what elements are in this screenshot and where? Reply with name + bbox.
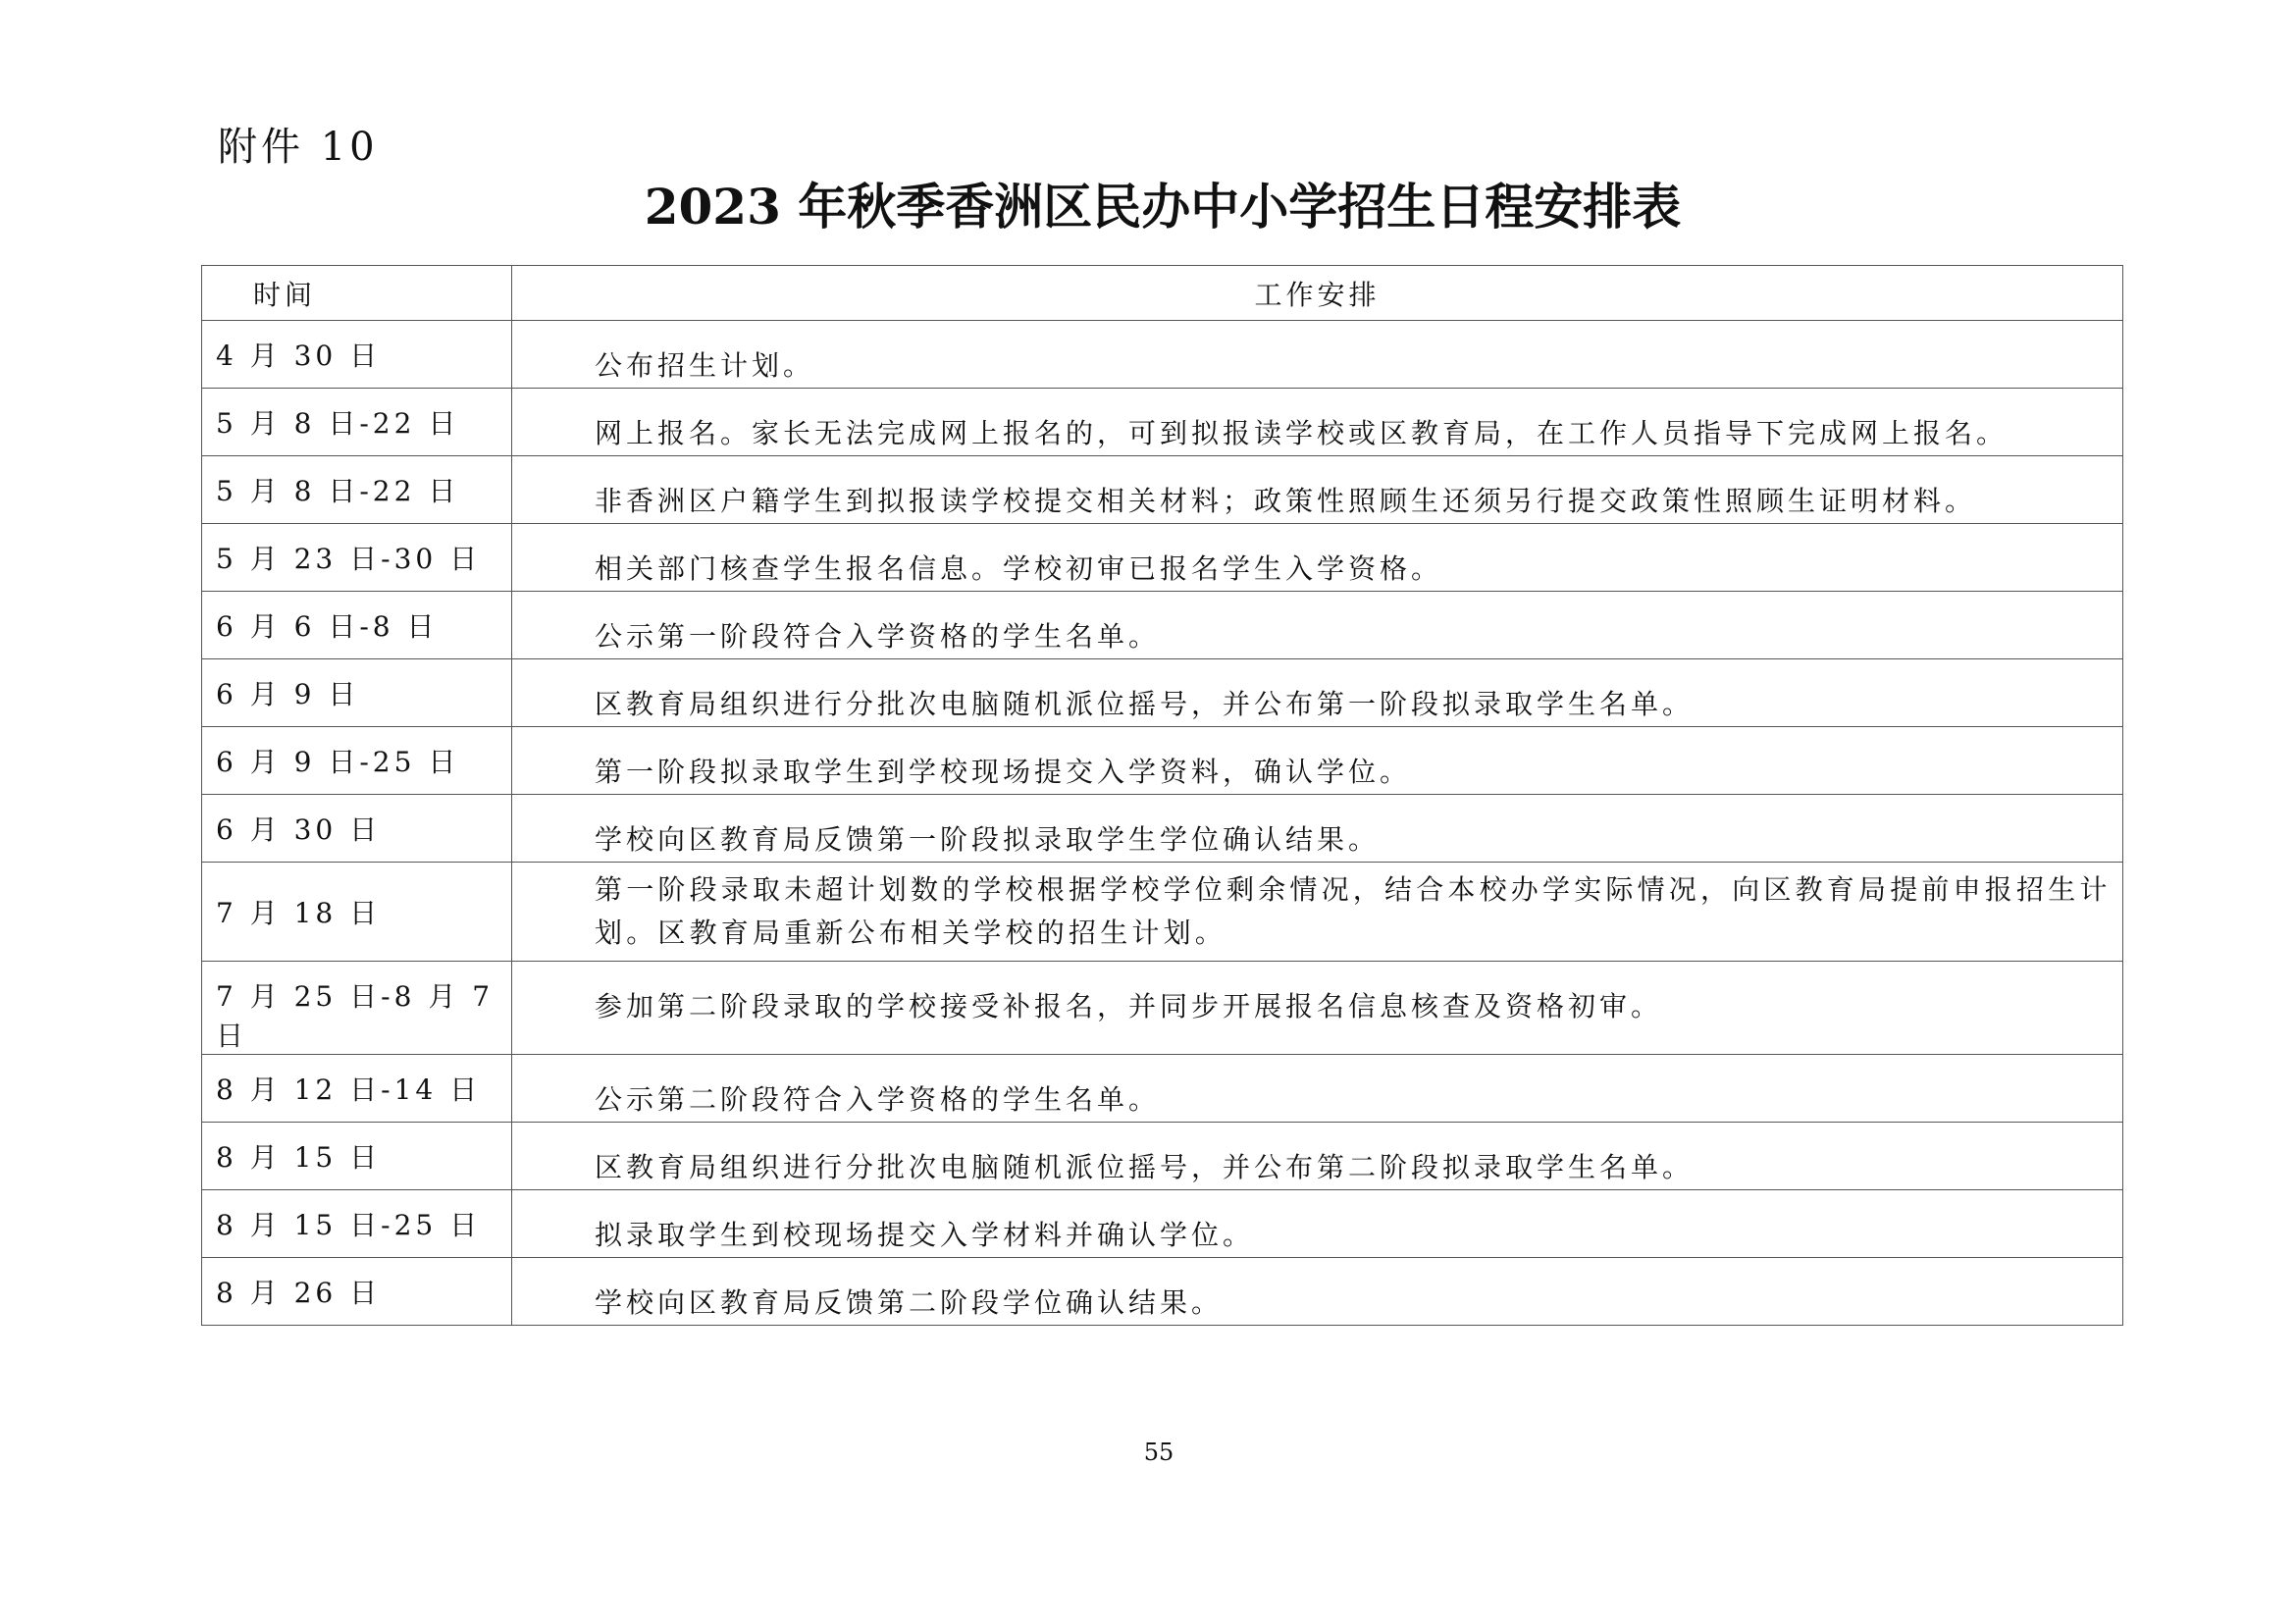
row-work: 公示第二阶段符合入学资格的学生名单。 (512, 1055, 2123, 1123)
row-time: 5 月 8 日-22 日 (202, 389, 512, 456)
row-time: 7 月 18 日 (202, 863, 512, 962)
row-work: 第一阶段拟录取学生到学校现场提交入学资料，确认学位。 (512, 727, 2123, 795)
schedule-table (201, 265, 2123, 1326)
row-work: 拟录取学生到校现场提交入学材料并确认学位。 (512, 1190, 2123, 1258)
table-row (202, 659, 2123, 727)
table-row (202, 962, 2123, 1055)
row-time: 7 月 25 日-8 月 7 日 (202, 962, 512, 1055)
row-time: 6 月 30 日 (202, 795, 512, 863)
row-time: 6 月 9 日-25 日 (202, 727, 512, 795)
row-time: 4 月 30 日 (202, 321, 512, 389)
row-time: 5 月 8 日-22 日 (202, 456, 512, 524)
header-work: 工作安排 (512, 266, 2123, 321)
row-time: 8 月 12 日-14 日 (202, 1055, 512, 1123)
row-work: 学校向区教育局反馈第一阶段拟录取学生学位确认结果。 (512, 795, 2123, 863)
table-row (202, 321, 2123, 389)
row-time: 8 月 26 日 (202, 1258, 512, 1326)
table-row (202, 1190, 2123, 1258)
table-row (202, 795, 2123, 863)
row-work: 公示第一阶段符合入学资格的学生名单。 (512, 592, 2123, 659)
row-time: 8 月 15 日-25 日 (202, 1190, 512, 1258)
row-work: 区教育局组织进行分批次电脑随机派位摇号，并公布第二阶段拟录取学生名单。 (512, 1123, 2123, 1190)
row-time: 6 月 9 日 (202, 659, 512, 727)
table-row (202, 1055, 2123, 1123)
table-row (202, 727, 2123, 795)
table-row (202, 524, 2123, 592)
row-work: 区教育局组织进行分批次电脑随机派位摇号，并公布第一阶段拟录取学生名单。 (512, 659, 2123, 727)
table-row (202, 389, 2123, 456)
table-row (202, 1123, 2123, 1190)
table-row (202, 863, 2123, 962)
row-work: 学校向区教育局反馈第二阶段学位确认结果。 (512, 1258, 2123, 1326)
row-time: 6 月 6 日-8 日 (202, 592, 512, 659)
row-work: 公布招生计划。 (512, 321, 2123, 389)
header-time: 时间 (202, 266, 512, 321)
table-row (202, 456, 2123, 524)
row-work: 相关部门核查学生报名信息。学校初审已报名学生入学资格。 (512, 524, 2123, 592)
table-header-row (202, 266, 2123, 321)
row-work: 非香洲区户籍学生到拟报读学校提交相关材料；政策性照顾生还须另行提交政策性照顾生证明材料。 (512, 456, 2123, 524)
row-work: 第一阶段录取未超计划数的学校根据学校学位剩余情况，结合本校办学实际情况，向区教育局提前申报招生计划。区教育局重新公布相关学校的招生计划。 (512, 863, 2123, 962)
row-time: 5 月 23 日-30 日 (202, 524, 512, 592)
page-title: 2023 年秋季香洲区民办中小学招生日程安排表 (644, 178, 1682, 236)
page-number: 55 (1143, 1439, 1174, 1466)
row-time: 8 月 15 日 (202, 1123, 512, 1190)
attachment-label: 附件 10 (218, 125, 379, 170)
row-work: 网上报名。家长无法完成网上报名的，可到拟报读学校或区教育局，在工作人员指导下完成网上报名。 (512, 389, 2123, 456)
table-row (202, 592, 2123, 659)
table-row (202, 1258, 2123, 1326)
row-work: 参加第二阶段录取的学校接受补报名，并同步开展报名信息核查及资格初审。 (512, 962, 2123, 1055)
